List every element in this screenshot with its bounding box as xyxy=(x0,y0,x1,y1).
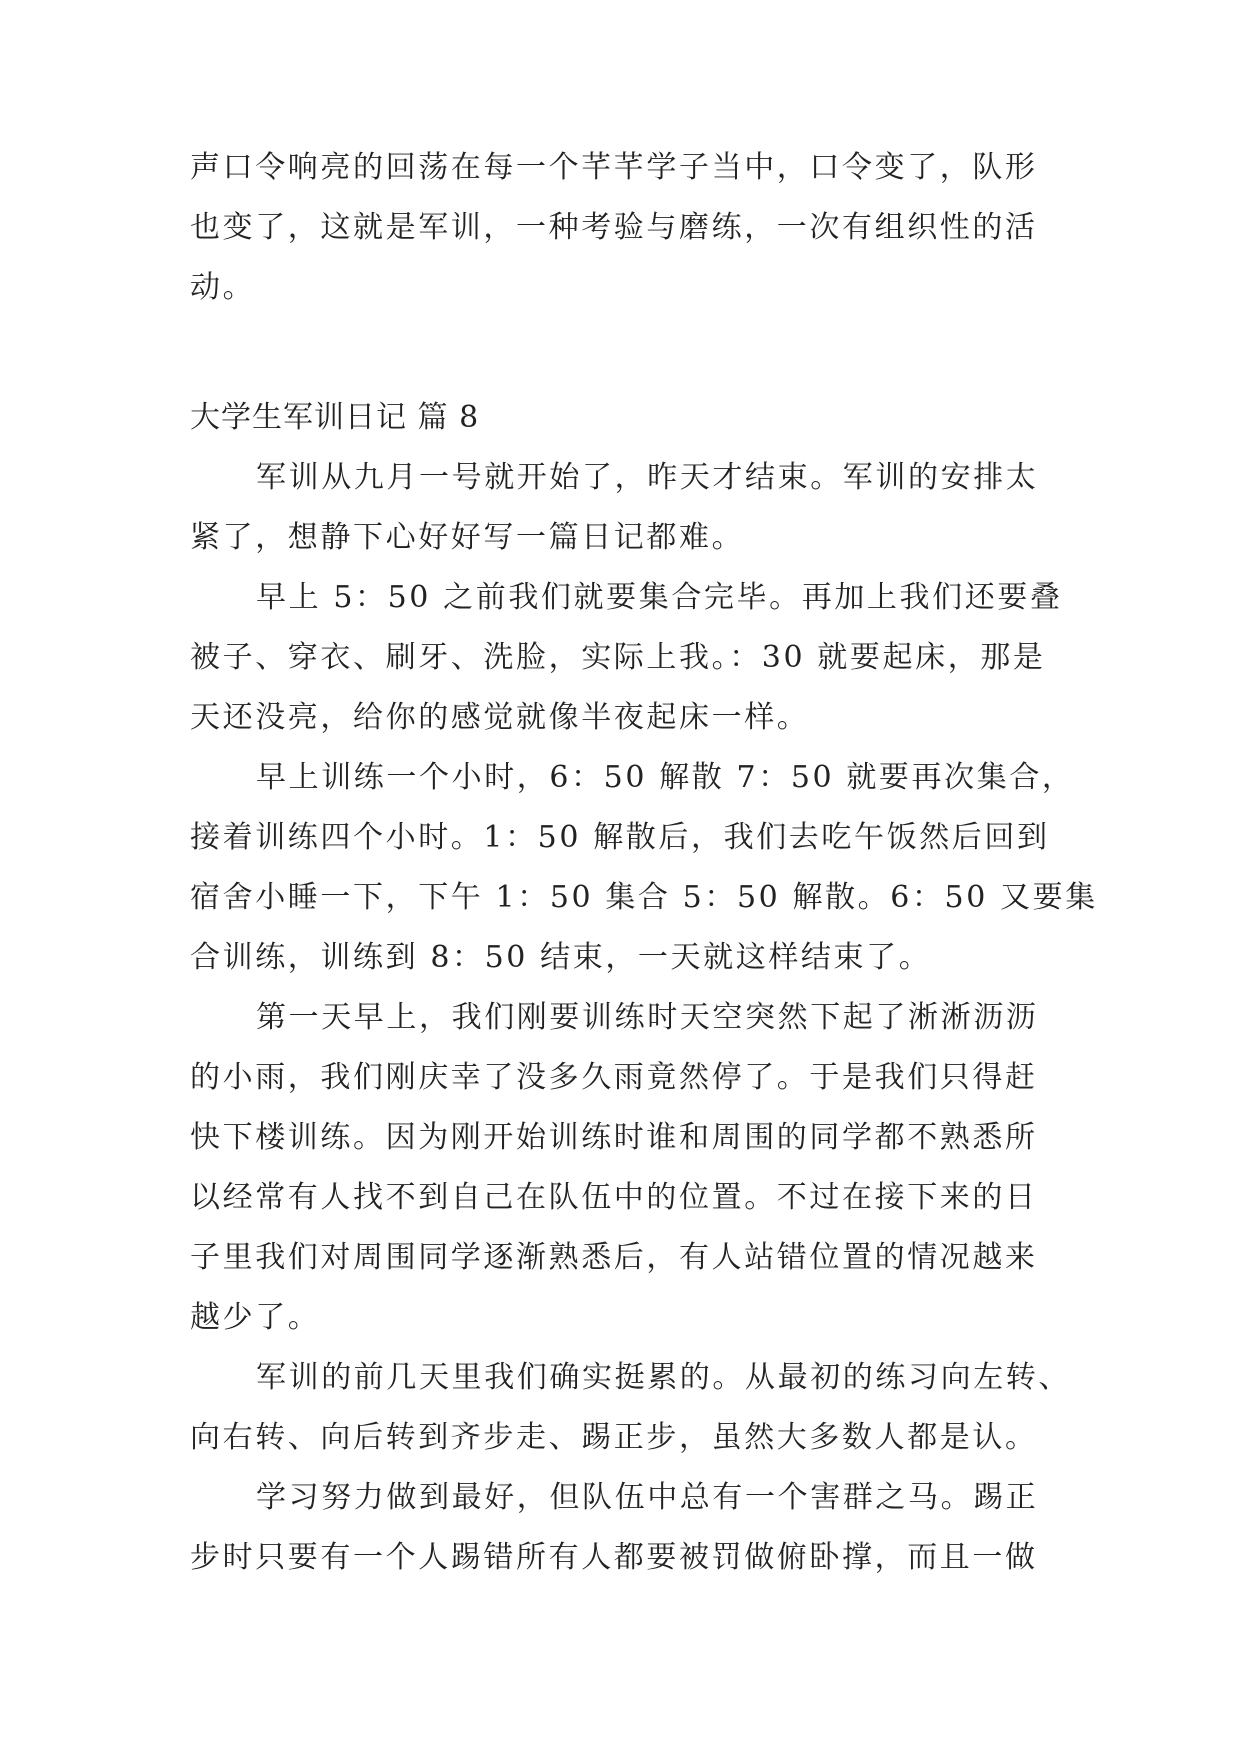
text-line: 向右转、向后转到齐步走、踢正步，虽然大多数人都是认。 xyxy=(190,1420,1038,1455)
paragraph xyxy=(190,1348,1090,1468)
text-line: 以经常有人找不到自己在队伍中的位置。不过在接下来的日 xyxy=(190,1180,1038,1215)
paragraph xyxy=(190,748,1098,988)
text-line: 学习努力做到最好，但队伍中总有一个害群之马。踢正 xyxy=(256,1480,1039,1515)
section-title: 大学生军训日记 篇 8 xyxy=(190,400,480,435)
text-line: 接着训练四个小时。1：50 解散后，我们去吃午饭然后回到 xyxy=(190,820,1050,855)
text-line: 天还没亮，给你的感觉就像半夜起床一样。 xyxy=(190,700,810,735)
text-line: 步时只要有一个人踢错所有人都要被罚做俯卧撑，而且一做 xyxy=(190,1540,1038,1575)
text-line: 子里我们对周围同学逐渐熟悉后，有人站错位置的情况越来 xyxy=(190,1240,1038,1275)
text-line: 的小雨，我们刚庆幸了没多久雨竟然停了。于是我们只得赶 xyxy=(190,1060,1038,1095)
text-line: 动。 xyxy=(190,270,256,305)
text-line: 紧了，想静下心好好写一篇日记都难。 xyxy=(190,520,745,555)
text-line: 宿舍小睡一下，下午 1：50 集合 5：50 解散。6：50 又要集 xyxy=(190,880,1098,915)
paragraph xyxy=(190,448,1090,568)
section-body xyxy=(190,448,1098,1588)
text-line: 合训练，训练到 8：50 结束，一天就这样结束了。 xyxy=(190,940,932,975)
paragraph xyxy=(190,568,1090,748)
paragraph xyxy=(190,1468,1090,1588)
text-line: 军训从九月一号就开始了，昨天才结束。军训的安排太 xyxy=(256,460,1039,495)
text-line: 被子、穿衣、刷牙、洗脸，实际上我。：30 就要起床，那是 xyxy=(190,640,1046,675)
text-line: 第一天早上，我们刚要训练时天空突然下起了淅淅沥沥 xyxy=(256,1000,1039,1035)
text-line: 声口令响亮的回荡在每一个芊芊学子当中，口令变了，队形 xyxy=(190,150,1038,185)
paragraph xyxy=(190,988,1090,1348)
text-line: 军训的前几天里我们确实挺累的。从最初的练习向左转、 xyxy=(256,1360,1071,1395)
text-line: 也变了，这就是军训，一种考验与磨练，一次有组织性的活 xyxy=(190,210,1038,245)
text-line: 越少了。 xyxy=(190,1300,321,1335)
text-line: 快下楼训练。因为刚开始训练时谁和周围的同学都不熟悉所 xyxy=(190,1120,1038,1155)
text-line: 早上 5：50 之前我们就要集合完毕。再加上我们还要叠 xyxy=(256,580,1063,615)
top-paragraph xyxy=(190,138,1090,318)
text-line: 早上训练一个小时，6：50 解散 7：50 就要再次集合， xyxy=(256,760,1075,795)
